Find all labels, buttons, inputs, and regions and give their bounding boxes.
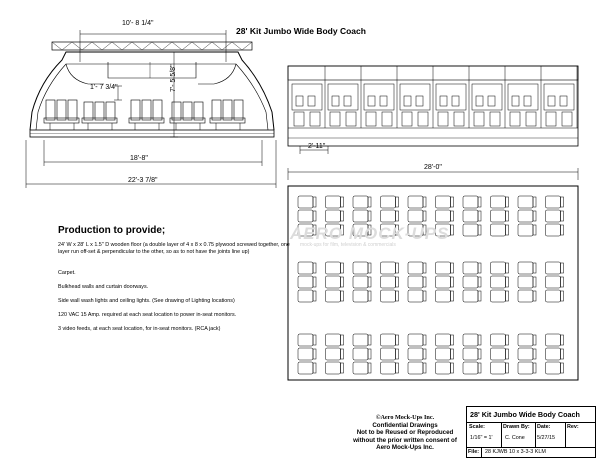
plan-seat bbox=[463, 210, 478, 222]
plan-seat bbox=[381, 210, 396, 222]
plan-seat-back bbox=[368, 363, 371, 373]
side-window bbox=[512, 96, 519, 106]
plan-seat-back bbox=[451, 349, 454, 359]
plan-seat bbox=[353, 210, 368, 222]
side-seat bbox=[438, 112, 448, 126]
plan-seat-back bbox=[368, 291, 371, 301]
plan-seat bbox=[298, 196, 313, 208]
plan-seat bbox=[326, 348, 341, 360]
side-window bbox=[416, 96, 423, 106]
plan-seat bbox=[463, 348, 478, 360]
side-window bbox=[404, 96, 411, 106]
plan-seat-back bbox=[313, 277, 316, 287]
plan-seat-back bbox=[506, 291, 509, 301]
rev-label: Rev: bbox=[567, 424, 579, 430]
confidential-line: Confidential Drawings bbox=[372, 421, 438, 429]
plan-seat bbox=[436, 210, 451, 222]
dim-seat-pitch: 2'-11" bbox=[308, 143, 326, 150]
plan-seat-back bbox=[561, 349, 564, 359]
plan-seat-back bbox=[423, 349, 426, 359]
plan-seat-back bbox=[478, 349, 481, 359]
plan-seat-back bbox=[423, 277, 426, 287]
plan-seat bbox=[298, 348, 313, 360]
plan-seat bbox=[436, 262, 451, 274]
plan-seat-back bbox=[533, 197, 536, 207]
side-seat bbox=[418, 112, 428, 126]
plan-seat bbox=[353, 362, 368, 374]
plan-seat bbox=[546, 196, 561, 208]
plan-seat-back bbox=[423, 363, 426, 373]
plan-seat bbox=[326, 276, 341, 288]
side-seat bbox=[382, 112, 392, 126]
plan-seat bbox=[463, 224, 478, 236]
plan-seat-back bbox=[313, 349, 316, 359]
plan-seat-back bbox=[423, 197, 426, 207]
plan-seat-back bbox=[506, 211, 509, 221]
plan-seat bbox=[518, 196, 533, 208]
cabin-cross-section bbox=[26, 30, 276, 188]
dim-side-height: 1'- 7 3/4" bbox=[90, 84, 118, 91]
plan-seat bbox=[491, 210, 506, 222]
plan-seat bbox=[298, 290, 313, 302]
side-seat bbox=[366, 112, 376, 126]
plan-seat bbox=[408, 348, 423, 360]
plan-seat bbox=[518, 276, 533, 288]
plan-seat bbox=[408, 290, 423, 302]
plan-seat-back bbox=[423, 211, 426, 221]
plan-seat-back bbox=[313, 335, 316, 345]
drawn-by-value: C. Cone bbox=[505, 435, 525, 441]
plan-seat-back bbox=[396, 263, 399, 273]
plan-seat bbox=[491, 276, 506, 288]
plan-seat-back bbox=[561, 197, 564, 207]
plan-seat bbox=[518, 210, 533, 222]
plan-seat bbox=[298, 334, 313, 346]
plan-seat-back bbox=[313, 363, 316, 373]
plan-seat bbox=[408, 334, 423, 346]
plan-seat-back bbox=[478, 211, 481, 221]
plan-seat-back bbox=[341, 197, 344, 207]
side-seat bbox=[310, 112, 320, 126]
side-window bbox=[548, 96, 555, 106]
plan-seat-back bbox=[533, 335, 536, 345]
plan-seat-back bbox=[561, 263, 564, 273]
plan-seat-back bbox=[341, 363, 344, 373]
plan-seat bbox=[381, 334, 396, 346]
plan-seat bbox=[463, 362, 478, 374]
plan-seat bbox=[326, 334, 341, 346]
plan-seat bbox=[353, 334, 368, 346]
plan-seat bbox=[436, 276, 451, 288]
plan-seat bbox=[408, 262, 423, 274]
plan-seat-back bbox=[478, 197, 481, 207]
side-seat bbox=[546, 112, 556, 126]
production-item: Side wall wash lights and ceiling lights. (See drawing of Lighting locations) bbox=[58, 298, 235, 304]
plan-seat-back bbox=[561, 335, 564, 345]
date-label: Date: bbox=[537, 424, 551, 430]
plan-seat-back bbox=[451, 277, 454, 287]
side-seat bbox=[294, 112, 304, 126]
plan-seat-back bbox=[506, 277, 509, 287]
plan-seat bbox=[436, 348, 451, 360]
drawing-title: 28' Kit Jumbo Wide Body Coach bbox=[236, 26, 366, 36]
title-block-title: 28' Kit Jumbo Wide Body Coach bbox=[470, 410, 580, 419]
dim-ceiling-width: 10'- 8 1/4" bbox=[122, 20, 154, 27]
production-item: 3 video feeds, at each seat location, for in-seat monitors. (RCA jack) bbox=[58, 326, 221, 332]
plan-seat bbox=[546, 276, 561, 288]
plan-seat bbox=[326, 196, 341, 208]
plan-seat-back bbox=[478, 225, 481, 235]
plan-seat-back bbox=[396, 277, 399, 287]
plan-seat-back bbox=[341, 349, 344, 359]
plan-seat bbox=[546, 362, 561, 374]
plan-seat-back bbox=[561, 211, 564, 221]
plan-seat-back bbox=[533, 277, 536, 287]
plan-seat-back bbox=[423, 291, 426, 301]
plan-seat bbox=[381, 262, 396, 274]
side-window bbox=[368, 96, 375, 106]
plan-seat-back bbox=[313, 263, 316, 273]
plan-seat bbox=[298, 262, 313, 274]
plan-seat-back bbox=[341, 277, 344, 287]
dim-overall-length: 28'-0" bbox=[424, 164, 442, 171]
plan-seat-back bbox=[478, 263, 481, 273]
production-heading: Production to provide; bbox=[58, 225, 166, 236]
plan-seat bbox=[353, 262, 368, 274]
confidential-line: Not to be Reused or Reproduced bbox=[356, 429, 454, 437]
plan-seat bbox=[491, 262, 506, 274]
plan-seat bbox=[436, 334, 451, 346]
plan-seat bbox=[353, 276, 368, 288]
plan-seat-back bbox=[451, 363, 454, 373]
watermark-tagline: mock-ups for film, television & commercials bbox=[300, 242, 396, 248]
plan-seat bbox=[326, 262, 341, 274]
side-window bbox=[524, 96, 531, 106]
plan-seat bbox=[546, 224, 561, 236]
side-seat bbox=[490, 112, 500, 126]
plan-seat bbox=[326, 362, 341, 374]
plan-seat-back bbox=[533, 363, 536, 373]
plan-seat bbox=[518, 334, 533, 346]
plan-seat bbox=[518, 224, 533, 236]
confidential-notice bbox=[346, 414, 464, 452]
drawn-by-label: Drawn By: bbox=[503, 424, 530, 430]
production-item: 120 VAC 15 Amp. required at each seat location to power in-seat monitors. bbox=[58, 312, 237, 318]
dim-cabin-height: 7'- 5 5/8" bbox=[170, 64, 177, 92]
plan-seat-back bbox=[533, 349, 536, 359]
side-window bbox=[296, 96, 303, 106]
plan-seat-back bbox=[341, 335, 344, 345]
plan-seat bbox=[381, 196, 396, 208]
plan-seat-back bbox=[506, 349, 509, 359]
cabin-plan-view bbox=[288, 186, 578, 380]
side-seat bbox=[562, 112, 572, 126]
plan-seat-back bbox=[506, 335, 509, 345]
plan-seat bbox=[408, 210, 423, 222]
side-seat bbox=[330, 112, 340, 126]
plan-seat bbox=[518, 362, 533, 374]
plan-seat-back bbox=[423, 263, 426, 273]
plan-seat bbox=[463, 262, 478, 274]
plan-seat-back bbox=[533, 225, 536, 235]
plan-seat bbox=[491, 362, 506, 374]
plan-seat bbox=[546, 334, 561, 346]
plan-seat-back bbox=[451, 197, 454, 207]
plan-seat-back bbox=[313, 291, 316, 301]
plan-seat bbox=[326, 210, 341, 222]
side-seat bbox=[474, 112, 484, 126]
side-seat bbox=[402, 112, 412, 126]
plan-seat bbox=[381, 276, 396, 288]
plan-seat bbox=[546, 348, 561, 360]
plan-seat bbox=[353, 196, 368, 208]
cabin-side-elevation bbox=[288, 66, 578, 180]
plan-seat bbox=[408, 276, 423, 288]
plan-seat bbox=[463, 290, 478, 302]
plan-seat-back bbox=[313, 197, 316, 207]
plan-seat bbox=[326, 290, 341, 302]
confidential-line: without the prior written consent of bbox=[353, 436, 457, 444]
plan-seat-back bbox=[451, 263, 454, 273]
watermark-brand: AERO MOCK-UPS bbox=[290, 224, 450, 243]
plan-seat bbox=[491, 348, 506, 360]
plan-seat bbox=[463, 196, 478, 208]
side-window bbox=[560, 96, 567, 106]
side-seat bbox=[510, 112, 520, 126]
plan-seat bbox=[298, 210, 313, 222]
plan-seat bbox=[518, 290, 533, 302]
plan-seat-back bbox=[506, 197, 509, 207]
plan-seat bbox=[491, 290, 506, 302]
plan-seat-back bbox=[506, 225, 509, 235]
plan-seat bbox=[408, 362, 423, 374]
plan-seat-back bbox=[368, 197, 371, 207]
scale-value: 1/16" = 1' bbox=[470, 435, 493, 441]
plan-seat-back bbox=[451, 335, 454, 345]
file-value: 28 KJWB 10 x 3-3-3 KLM bbox=[485, 449, 546, 455]
side-window bbox=[308, 96, 315, 106]
plan-seat-back bbox=[506, 263, 509, 273]
scale-label: Scale: bbox=[469, 424, 485, 430]
plan-seat bbox=[546, 210, 561, 222]
plan-seat bbox=[463, 334, 478, 346]
plan-seat bbox=[546, 262, 561, 274]
plan-seat-back bbox=[561, 291, 564, 301]
plan-seat bbox=[518, 348, 533, 360]
file-label: File: bbox=[468, 449, 480, 455]
dim-floor-width: 18'-8" bbox=[130, 155, 148, 162]
plan-seat-back bbox=[451, 291, 454, 301]
plan-seat-back bbox=[313, 211, 316, 221]
plan-seat-back bbox=[341, 211, 344, 221]
plan-seat-back bbox=[368, 211, 371, 221]
production-item: 24' W x 28' L x 1.5" D wooden floor (a double layer of 4 x 8 x 0.75 plywood screwed together, one layer run off-set & perpendicular to the other, so as to not have the joints line up) bbox=[58, 242, 290, 255]
plan-seat-back bbox=[478, 291, 481, 301]
plan-seat-back bbox=[396, 197, 399, 207]
plan-seat bbox=[491, 224, 506, 236]
plan-seat bbox=[353, 290, 368, 302]
dim-overall-width: 22'-3 7/8" bbox=[128, 177, 158, 184]
plan-seat-back bbox=[396, 211, 399, 221]
plan-seat-back bbox=[533, 263, 536, 273]
plan-seat-back bbox=[396, 291, 399, 301]
confidential-line: Aero Mock-Ups Inc. bbox=[376, 444, 434, 452]
plan-seat bbox=[491, 334, 506, 346]
side-seat bbox=[346, 112, 356, 126]
plan-seat bbox=[463, 276, 478, 288]
plan-seat bbox=[518, 262, 533, 274]
plan-seat-back bbox=[561, 225, 564, 235]
copyright-line: ©Aero Mock-Ups Inc. bbox=[375, 414, 435, 421]
plan-seat bbox=[353, 348, 368, 360]
plan-seat-back bbox=[451, 225, 454, 235]
plan-seat-back bbox=[341, 263, 344, 273]
plan-seat-back bbox=[396, 335, 399, 345]
production-item: Bulkhead walls and curtain doorways. bbox=[58, 284, 149, 290]
plan-seat-back bbox=[396, 349, 399, 359]
plan-seat bbox=[436, 196, 451, 208]
plan-seat bbox=[298, 276, 313, 288]
plan-seat-back bbox=[368, 277, 371, 287]
plan-seat bbox=[381, 362, 396, 374]
side-seat bbox=[454, 112, 464, 126]
plan-seat-back bbox=[341, 291, 344, 301]
plan-seat bbox=[381, 348, 396, 360]
plan-seat-back bbox=[368, 349, 371, 359]
plan-seat-back bbox=[396, 363, 399, 373]
plan-seat-back bbox=[368, 263, 371, 273]
date-value: 5/27/15 bbox=[537, 435, 555, 441]
plan-seat-back bbox=[368, 335, 371, 345]
plan-seat-back bbox=[423, 335, 426, 345]
plan-seat-back bbox=[533, 211, 536, 221]
side-window bbox=[332, 96, 339, 106]
side-window bbox=[344, 96, 351, 106]
plan-seat-back bbox=[451, 211, 454, 221]
side-window bbox=[380, 96, 387, 106]
plan-seat bbox=[546, 290, 561, 302]
title-block bbox=[466, 406, 596, 458]
side-window bbox=[440, 96, 447, 106]
plan-seat bbox=[381, 290, 396, 302]
side-window bbox=[476, 96, 483, 106]
plan-seat-back bbox=[478, 335, 481, 345]
plan-seat bbox=[298, 362, 313, 374]
plan-seat bbox=[408, 196, 423, 208]
plan-seat-back bbox=[561, 277, 564, 287]
plan-seat bbox=[436, 290, 451, 302]
plan-seat-back bbox=[478, 277, 481, 287]
side-seat bbox=[526, 112, 536, 126]
plan-seat bbox=[436, 362, 451, 374]
plan-seat-back bbox=[478, 363, 481, 373]
plan-seat-back bbox=[506, 363, 509, 373]
side-window bbox=[488, 96, 495, 106]
production-item: Carpet. bbox=[58, 270, 76, 276]
side-window bbox=[452, 96, 459, 106]
plan-seat-back bbox=[533, 291, 536, 301]
plan-seat-back bbox=[561, 363, 564, 373]
plan-seat bbox=[491, 196, 506, 208]
